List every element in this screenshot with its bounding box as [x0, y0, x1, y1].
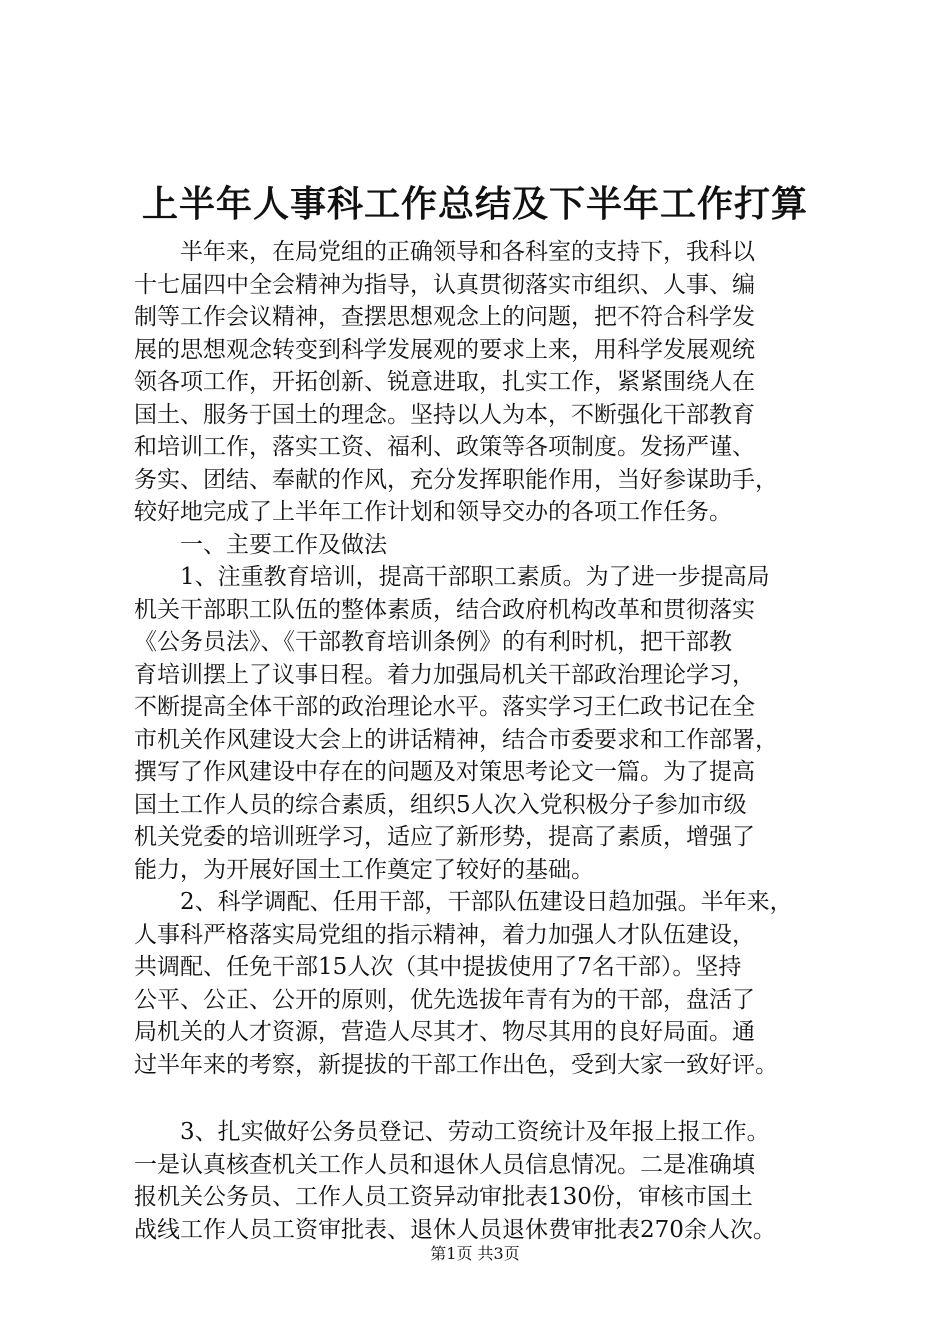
text-line: 国土、服务于国土的理念。坚持以人为本，不断强化干部教育 [134, 401, 755, 428]
text-line: 领各项工作，开拓创新、锐意进取，扎实工作，紧紧围绕人在 [134, 369, 755, 395]
text-line: 市机关作风建设大会上的讲话精神，结合市委要求和工作部署， [134, 726, 778, 753]
paragraph-gap [134, 1081, 856, 1116]
text-line: 过半年来的考察，新提拔的干部工作出色，受到大家一致好评。 [134, 1051, 778, 1078]
text-line: 人事科严格落实局党组的指示精神，着力加强人才队伍建设， [134, 921, 755, 948]
text-line: 半年来，在局党组的正确领导和各科室的支持下，我科以 [180, 239, 755, 265]
text-line: 不断提高全体干部的政治理论水平。落实学习王仁政书记在全 [134, 694, 755, 720]
text-line: 展的思想观念转变到科学发展观的要求上来，用科学发展观统 [134, 336, 755, 363]
document-body [134, 236, 856, 1246]
text-line: 能力，为开展好国土工作奠定了较好的基础。 [134, 856, 594, 883]
text-line: 共调配、任免干部15人次（其中提拔使用了7名干部）。坚持 [134, 954, 742, 980]
text-line: 报机关公务员、工作人员工资异动审批表130份，审核市国土 [134, 1184, 753, 1210]
text-line: 和培训工作，落实工资、福利、政策等各项制度。发扬严谨、 [134, 434, 755, 460]
document-title: 上半年人事科工作总结及下半年工作打算 [141, 184, 808, 225]
text-line: 《公务员法》、《干部教育培训条例》的有利时机，把干部教 [134, 629, 732, 655]
text-line: 制等工作会议精神，查摆思想观念上的问题，把不符合科学发 [134, 304, 755, 330]
text-line: 国土工作人员的综合素质，组织5人次入党积极分子参加市级 [134, 791, 747, 818]
section-heading: 一、主要工作及做法 [180, 531, 387, 558]
text-line: 机关党委的培训班学习，适应了新形势，提高了素质，增强了 [134, 824, 755, 850]
text-line: 公平、公正、公开的原则，优先选拔年青有为的干部，盘活了 [134, 986, 755, 1013]
text-line: 务实、团结、奉献的作风，充分发挥职能作用，当好参谋助手， [134, 466, 778, 493]
text-line: 战线工作人员工资审批表、退休人员退休费审批表270余人次。 [134, 1216, 776, 1243]
text-line: 较好地完成了上半年工作计划和领导交办的各项工作任务。 [134, 499, 732, 525]
text-line: 育培训摆上了议事日程。着力加强局机关干部政治理论学习， [134, 661, 755, 688]
text-line: 1、注重教育培训，提高干部职工素质。为了进一步提高局 [180, 564, 770, 590]
page-number: 第1页 共3页 [430, 1244, 520, 1263]
text-line: 2、科学调配、任用干部，干部队伍建设日趋加强。半年来， [180, 889, 793, 915]
text-line: 局机关的人才资源，营造人尽其才、物尽其用的良好局面。通 [134, 1019, 755, 1045]
text-line: 一是认真核查机关工作人员和退休人员信息情况。二是准确填 [134, 1151, 755, 1178]
text-line: 机关干部职工队伍的整体素质，结合政府机构改革和贯彻落实 [134, 596, 755, 623]
text-line: 撰写了作风建设中存在的问题及对策思考论文一篇。为了提高 [134, 759, 755, 785]
text-line: 3、扎实做好公务员登记、劳动工资统计及年报上报工作。 [180, 1119, 770, 1145]
text-line: 十七届四中全会精神为指导，认真贯彻落实市组织、人事、编 [134, 271, 755, 298]
